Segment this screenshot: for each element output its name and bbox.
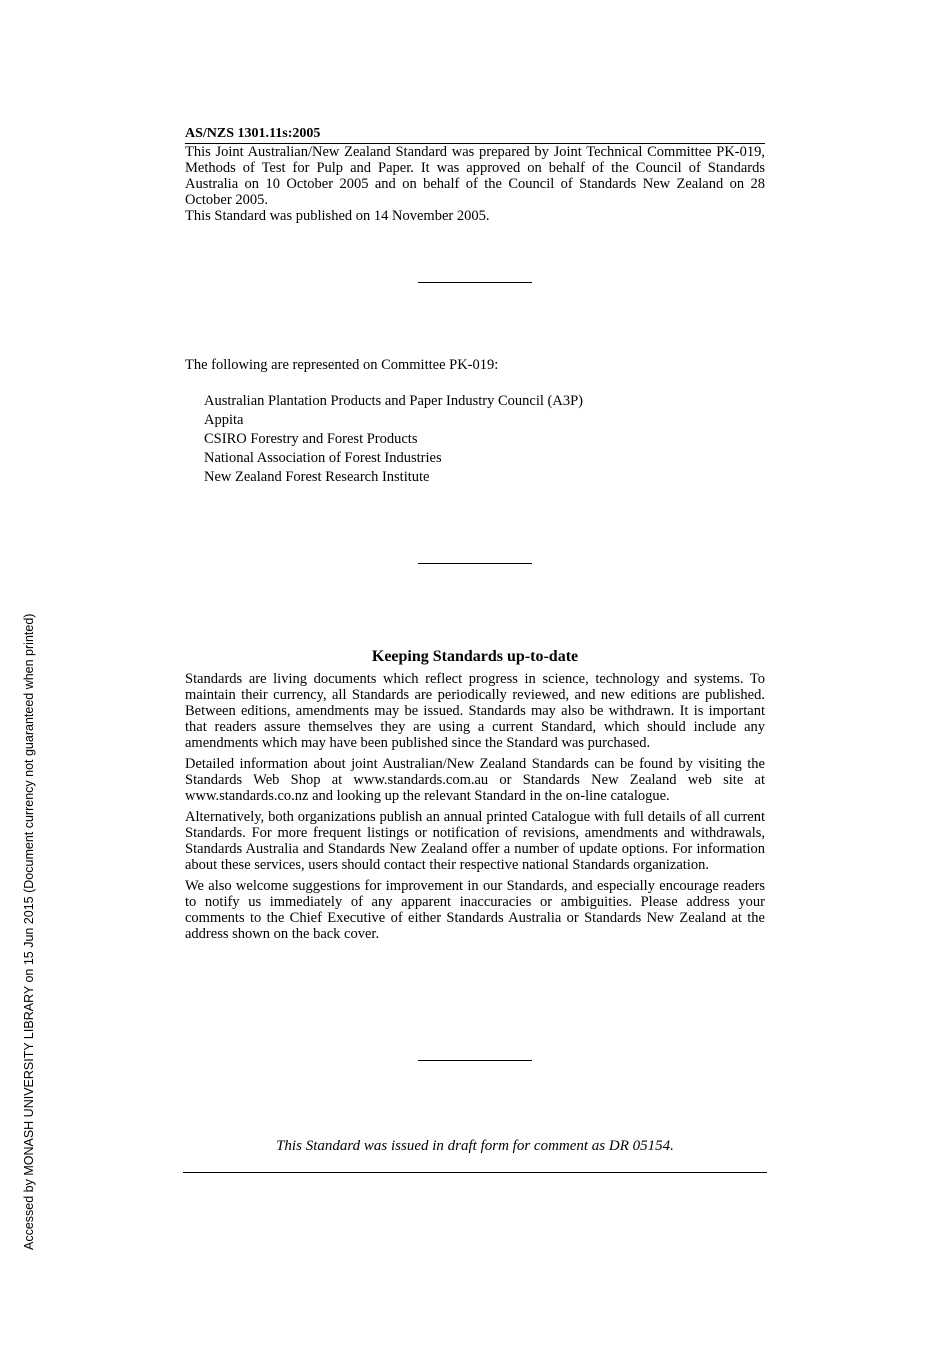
section-divider: [418, 563, 532, 564]
committee-intro: The following are represented on Committee PK-019:: [185, 357, 499, 373]
committee-section: [185, 356, 765, 487]
publication-date: This Standard was published on 14 November 2005.: [185, 208, 490, 224]
paragraph: Standards are living documents which reflect progress in science, technology and systems. To maintain their currency, all Standards are periodically reviewed, and new editions are published. Between editions, amendments may be issued. Standards may also be withdrawn. It is important that readers assure themselves they are using a current Standard, which should include any amendments which may have been published since the Standard was purchased.: [185, 671, 765, 751]
committee-member: Australian Plantation Products and Paper Industry Council (A3P): [204, 393, 583, 409]
footer-rule: [183, 1172, 767, 1173]
section-divider: [418, 282, 532, 283]
paragraph: Alternatively, both organizations publish an annual printed Catalogue with full details of all current Standards. For more frequent listings or notification of revisions, amendments and withdrawals, Standards Australia and Standards New Zealand offer a number of update options. For information about these services, users should contact their respective national Standards organization.: [185, 809, 765, 873]
standard-header: [185, 125, 765, 224]
section-heading: Keeping Standards up-to-date: [371, 648, 579, 665]
committee-member: Appita: [204, 412, 244, 428]
keeping-standards-section: [185, 647, 765, 947]
committee-member: New Zealand Forest Research Institute: [204, 469, 430, 485]
committee-member: CSIRO Forestry and Forest Products: [204, 431, 418, 447]
paragraph: Detailed information about joint Australian/New Zealand Standards can be found by visiting the Standards Web Shop at www.standards.com.au or Standards New Zealand web site at www.standards.co.nz and looking up the relevant Standard in the on-line catalogue.: [185, 756, 765, 804]
committee-member: National Association of Forest Industries: [204, 450, 442, 466]
section-divider: [418, 1060, 532, 1061]
paragraph: We also welcome suggestions for improvement in our Standards, and especially encourage readers to notify us immediately of any apparent inaccuracies or ambiguities. Please address your comments to the Chief Executive of either Standards Australia or Standards New Zealand at the address shown on the back cover.: [185, 878, 765, 942]
access-watermark: Accessed by MONASH UNIVERSITY LIBRARY on 15 Jun 2015 (Document currency not guaranteed when printed): [22, 613, 36, 1250]
standard-number: AS/NZS 1301.11s:2005: [185, 125, 765, 144]
draft-note: This Standard was issued in draft form for comment as DR 05154.: [276, 1138, 674, 1154]
approval-statement: This Joint Australian/New Zealand Standard was prepared by Joint Technical Committee PK-019, Methods of Test for Pulp and Paper. It was approved on behalf of the Council of Standards Australia on 10 October 2005 and on behalf of the Council of Standards New Zealand on 28 October 2005.: [185, 144, 765, 208]
committee-member-list: [185, 392, 765, 487]
